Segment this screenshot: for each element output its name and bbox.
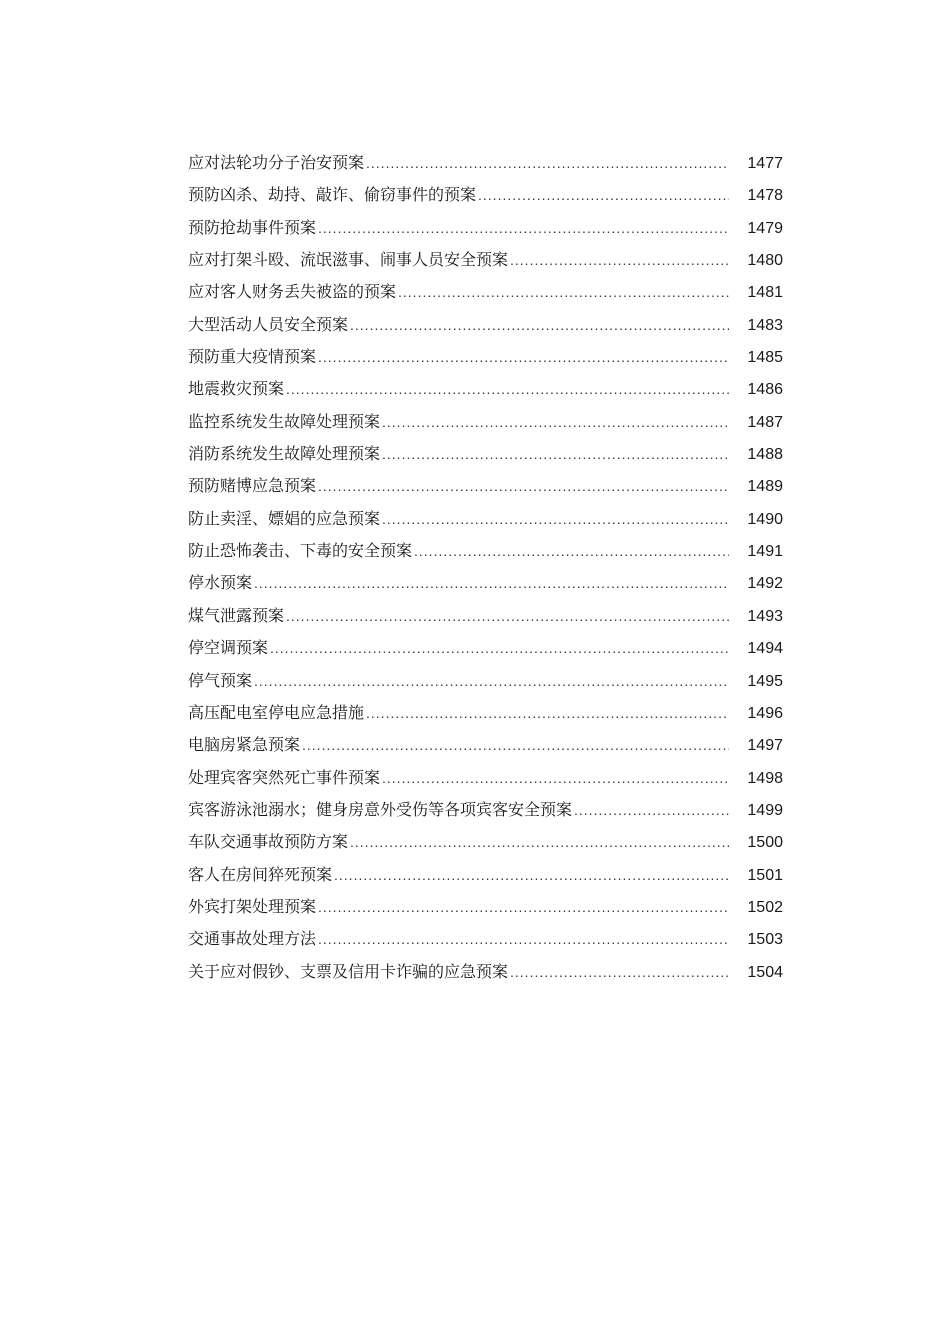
table-of-contents [188,147,783,988]
toc-page-number: 1494 [747,640,783,658]
toc-entry-title: 预防抢劫事件预案 [188,217,317,237]
toc-page-number: 1499 [747,801,783,819]
toc-entry-title: 大型活动人员安全预案 [188,314,349,334]
toc-dot-leader [254,665,729,697]
toc-page-number: 1497 [747,737,783,755]
toc-entry[interactable] [188,762,783,794]
toc-entry-title: 应对客人财务丢失被盗的预案 [188,282,397,302]
toc-entry-title: 消防系统发生故障处理预案 [188,444,381,464]
toc-page-number: 1490 [747,510,783,528]
toc-dot-leader [270,632,729,664]
toc-entry[interactable] [188,956,783,988]
toc-dot-leader [382,503,729,535]
toc-page-number: 1495 [747,672,783,690]
toc-page-number: 1479 [747,219,783,237]
toc-dot-leader [574,794,729,826]
toc-dot-leader [366,147,729,179]
toc-dot-leader [382,406,729,438]
toc-entry-title: 地震救灾预案 [188,379,285,399]
toc-page-number: 1478 [747,187,783,205]
toc-page-number: 1489 [747,478,783,496]
toc-page-number: 1480 [747,252,783,270]
toc-dot-leader [510,244,729,276]
toc-dot-leader [382,438,729,470]
toc-entry[interactable] [188,891,783,923]
toc-dot-leader [318,923,729,955]
toc-entry[interactable] [188,794,783,826]
toc-entry-title: 电脑房紧急预案 [188,735,301,755]
toc-entry-title: 交通事故处理方法 [188,929,317,949]
toc-entry[interactable] [188,244,783,276]
toc-dot-leader [478,179,729,211]
toc-entry[interactable] [188,179,783,211]
toc-dot-leader [510,956,729,988]
toc-page-number: 1491 [747,543,783,561]
toc-dot-leader [334,859,729,891]
toc-page-number: 1481 [747,284,783,302]
toc-page-number: 1486 [747,381,783,399]
toc-entry-title: 应对打架斗殴、流氓滋事、闹事人员安全预案 [188,250,509,270]
toc-page-number: 1488 [747,446,783,464]
toc-entry[interactable] [188,535,783,567]
toc-entry-title: 煤气泄露预案 [188,605,285,625]
toc-page-number: 1502 [747,898,783,916]
toc-dot-leader [350,309,729,341]
toc-entry[interactable] [188,826,783,858]
toc-dot-leader [318,341,729,373]
toc-page-number: 1483 [747,316,783,334]
toc-entry-title: 预防重大疫情预案 [188,347,317,367]
toc-entry[interactable] [188,309,783,341]
toc-entry-title: 客人在房间猝死预案 [188,864,333,884]
toc-entry-title: 外宾打架处理预案 [188,896,317,916]
toc-page-number: 1487 [747,413,783,431]
toc-entry-title: 监控系统发生故障处理预案 [188,411,381,431]
toc-page-number: 1496 [747,704,783,722]
toc-dot-leader [350,826,729,858]
toc-entry[interactable] [188,438,783,470]
toc-page-number: 1504 [747,963,783,981]
toc-page-number: 1477 [747,155,783,172]
toc-dot-leader [318,212,729,244]
toc-dot-leader [286,600,729,632]
toc-entry[interactable] [188,567,783,599]
toc-entry[interactable] [188,373,783,405]
toc-entry-title: 预防赌博应急预案 [188,476,317,496]
toc-page-number: 1498 [747,769,783,787]
toc-page-number: 1492 [747,575,783,593]
toc-entry-title: 关于应对假钞、支票及信用卡诈骗的应急预案 [188,961,509,981]
toc-entry-title: 防止卖淫、嫖娼的应急预案 [188,508,381,528]
toc-entry[interactable] [188,341,783,373]
toc-entry[interactable] [188,406,783,438]
toc-entry[interactable] [188,470,783,502]
toc-dot-leader [414,535,729,567]
toc-entry[interactable] [188,697,783,729]
toc-entry[interactable] [188,212,783,244]
toc-dot-leader [302,729,729,761]
toc-dot-leader [318,470,729,502]
toc-entry[interactable] [188,503,783,535]
toc-page-number: 1485 [747,349,783,367]
toc-entry[interactable] [188,276,783,308]
toc-entry-title: 停气预案 [188,670,253,690]
toc-dot-leader [382,762,729,794]
toc-page-number: 1493 [747,607,783,625]
toc-page-number: 1501 [747,866,783,884]
toc-entry-title: 宾客游泳池溺水；健身房意外受伤等各项宾客安全预案 [188,799,573,819]
toc-entry-title: 应对法轮功分子治安预案 [188,153,365,172]
toc-entry[interactable] [188,923,783,955]
toc-entry-title: 停水预案 [188,573,253,593]
toc-entry[interactable] [188,729,783,761]
toc-dot-leader [318,891,729,923]
toc-page-number: 1500 [747,834,783,852]
toc-dot-leader [366,697,729,729]
toc-dot-leader [254,567,729,599]
toc-dot-leader [398,276,729,308]
toc-entry[interactable] [188,147,783,179]
toc-entry-title: 防止恐怖袭击、下毒的安全预案 [188,541,413,561]
toc-entry[interactable] [188,632,783,664]
toc-entry-title: 预防凶杀、劫持、敲诈、偷窃事件的预案 [188,185,477,205]
toc-entry[interactable] [188,859,783,891]
toc-entry[interactable] [188,600,783,632]
toc-entry-title: 处理宾客突然死亡事件预案 [188,767,381,787]
toc-dot-leader [286,373,729,405]
toc-page-number: 1503 [747,931,783,949]
toc-entry-title: 停空调预案 [188,638,269,658]
toc-entry-title: 高压配电室停电应急措施 [188,702,365,722]
toc-entry-title: 车队交通事故预防方案 [188,832,349,852]
toc-entry[interactable] [188,665,783,697]
